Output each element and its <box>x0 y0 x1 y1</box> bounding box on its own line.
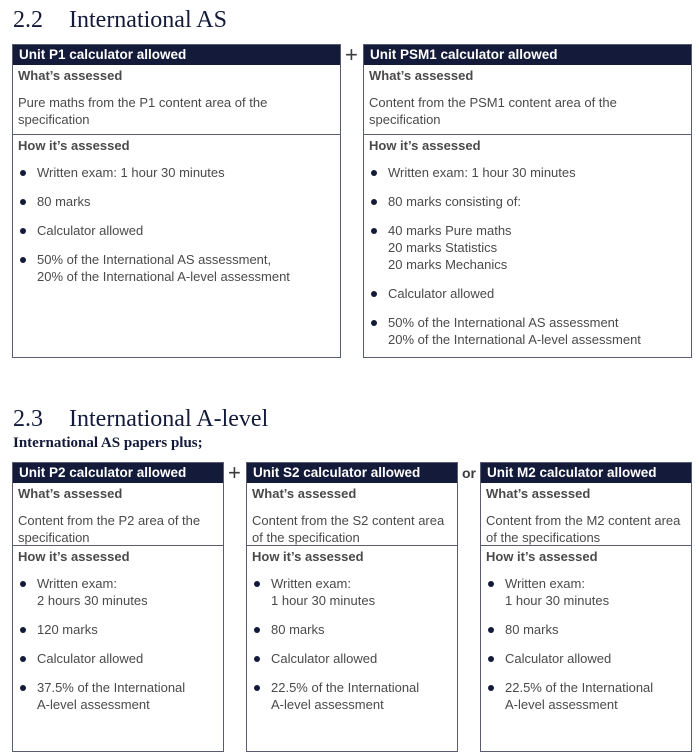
bullet-icon <box>20 257 26 263</box>
bullet-icon <box>488 627 494 633</box>
section-heading-as <box>13 8 227 32</box>
list-item-line: Calculator allowed <box>37 223 144 238</box>
list-item <box>18 650 218 667</box>
or-connector: or <box>462 465 476 481</box>
list-item-line: 120 marks <box>37 622 98 637</box>
whats-assessed-text: Content from the M2 content area of the specifications <box>486 513 681 545</box>
bullet-icon <box>20 581 26 587</box>
section-number: 2.2 <box>13 7 43 33</box>
how-assessed-label: How it’s assessed <box>18 549 130 564</box>
section-subtitle: International AS papers plus; <box>13 435 203 451</box>
how-assessed-label: How it’s assessed <box>18 138 130 153</box>
bullet-icon <box>20 685 26 691</box>
bullet-icon <box>20 199 26 205</box>
list-item-line: Written exam: <box>271 576 351 591</box>
unit-header: Unit PSM1 calculator allowed <box>364 45 691 65</box>
section-heading-alevel <box>13 407 268 431</box>
list-item-line: 2 hours 30 minutes <box>37 593 148 608</box>
list-item <box>252 621 452 638</box>
bullet-icon <box>20 228 26 234</box>
list-item <box>18 164 335 181</box>
list-item-line: 1 hour 30 minutes <box>505 593 610 608</box>
whats-assessed-label: What’s assessed <box>18 68 123 83</box>
list-item-line: 37.5% of the International <box>37 680 186 695</box>
list-item-line: 1 hour 30 minutes <box>271 593 376 608</box>
whats-assessed-label: What’s assessed <box>369 68 474 83</box>
whats-assessed-text: Pure maths from the P1 content area of the specification <box>18 95 268 127</box>
section-number: 2.3 <box>13 406 43 432</box>
bullet-icon <box>20 627 26 633</box>
assessment-list <box>481 575 691 713</box>
list-item <box>486 679 686 713</box>
list-item <box>369 285 686 302</box>
whats-assessed-text: Content from the PSM1 content area of the specification <box>369 95 617 127</box>
list-item <box>252 650 452 667</box>
list-item <box>369 314 686 348</box>
unit-header: Unit P1 calculator allowed <box>13 45 340 65</box>
list-item-line: 80 marks <box>505 622 559 637</box>
how-assessed-label: How it’s assessed <box>369 138 481 153</box>
list-item-line: 50% of the International AS assessment <box>388 315 619 330</box>
list-item-line: Calculator allowed <box>271 651 378 666</box>
unit-header: Unit P2 calculator allowed <box>13 463 223 483</box>
list-item <box>252 575 452 609</box>
list-item <box>18 193 335 210</box>
bullet-icon <box>488 581 494 587</box>
whats-assessed-label: What’s assessed <box>252 486 357 501</box>
list-item <box>486 621 686 638</box>
bullet-icon <box>371 291 377 297</box>
whats-assessed-text: Content from the P2 area of the specification <box>18 513 201 545</box>
unit-card-m2 <box>480 462 692 752</box>
list-item-line: 50% of the International AS assessment, <box>37 252 272 267</box>
section-title: International A-level <box>69 406 269 432</box>
list-item <box>369 222 686 273</box>
list-item <box>369 193 686 210</box>
unit-card-p1 <box>12 44 341 358</box>
list-item-line: 20 marks Mechanics <box>388 257 508 272</box>
list-item-line: A-level assessment <box>37 697 150 712</box>
bullet-icon <box>371 199 377 205</box>
list-item-line: 80 marks <box>271 622 325 637</box>
list-item-line: 80 marks <box>37 194 91 209</box>
how-assessed-label: How it’s assessed <box>486 549 598 564</box>
unit-card-p2 <box>12 462 224 752</box>
bullet-icon <box>371 320 377 326</box>
assessment-list <box>364 164 691 348</box>
bullet-icon <box>371 170 377 176</box>
how-assessed-label: How it’s assessed <box>252 549 364 564</box>
list-item <box>18 251 335 285</box>
unit-header: Unit S2 calculator allowed <box>247 463 457 483</box>
list-item-line: 22.5% of the International <box>505 680 654 695</box>
assessment-list <box>13 164 340 285</box>
unit-card-s2 <box>246 462 458 752</box>
list-item-line: 80 marks consisting of: <box>388 194 521 209</box>
list-item <box>18 621 218 638</box>
list-item-line: 22.5% of the International <box>271 680 420 695</box>
list-item-line: A-level assessment <box>271 697 384 712</box>
list-item-line: 20% of the International A-level assessment <box>37 269 290 284</box>
list-item-line: Calculator allowed <box>505 651 612 666</box>
list-item <box>18 679 218 713</box>
list-item-line: Calculator allowed <box>388 286 495 301</box>
list-item <box>18 575 218 609</box>
section-title: International AS <box>69 7 227 33</box>
bullet-icon <box>254 627 260 633</box>
whats-assessed-text: Content from the S2 content area of the specification <box>252 513 445 545</box>
list-item-line: 20% of the International A-level assessment <box>388 332 641 347</box>
plus-connector: + <box>345 42 358 67</box>
bullet-icon <box>488 685 494 691</box>
list-item-line: 40 marks Pure maths <box>388 223 512 238</box>
list-item-line: Written exam: 1 hour 30 minutes <box>37 165 225 180</box>
list-item-line: Written exam: <box>505 576 585 591</box>
whats-assessed-label: What’s assessed <box>486 486 591 501</box>
list-item <box>18 222 335 239</box>
bullet-icon <box>488 656 494 662</box>
plus-connector: + <box>228 460 241 485</box>
bullet-icon <box>254 656 260 662</box>
bullet-icon <box>254 685 260 691</box>
unit-card-psm1 <box>363 44 692 358</box>
whats-assessed-label: What’s assessed <box>18 486 123 501</box>
bullet-icon <box>20 656 26 662</box>
list-item <box>252 679 452 713</box>
bullet-icon <box>371 228 377 234</box>
assessment-list <box>13 575 223 713</box>
list-item <box>486 650 686 667</box>
list-item-line: Written exam: <box>37 576 117 591</box>
list-item-line: Written exam: 1 hour 30 minutes <box>388 165 576 180</box>
list-item-line: A-level assessment <box>505 697 618 712</box>
unit-header: Unit M2 calculator allowed <box>481 463 691 483</box>
bullet-icon <box>20 170 26 176</box>
list-item <box>369 164 686 181</box>
list-item <box>486 575 686 609</box>
list-item-line: 20 marks Statistics <box>388 240 498 255</box>
assessment-list <box>247 575 457 713</box>
bullet-icon <box>254 581 260 587</box>
list-item-line: Calculator allowed <box>37 651 144 666</box>
